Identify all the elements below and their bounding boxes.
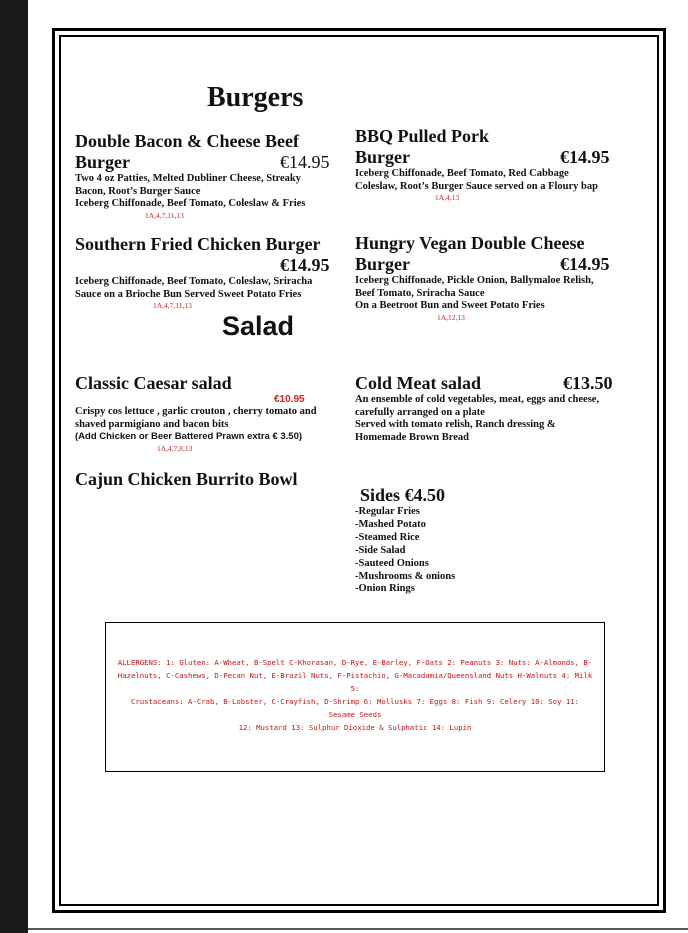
menu-item-bbq-pulled-pork [355, 126, 625, 202]
item-desc-line: carefully arranged on a plate [355, 406, 485, 418]
item-desc-line: Served with tomato relish, Ranch dressing & [355, 419, 556, 430]
salad-section-title: Salad [222, 311, 295, 341]
item-desc-line: Sauce on a Brioche Bun Served Sweet Potato Fries [75, 288, 302, 300]
left-edge-bar [0, 0, 28, 933]
allergen-key-line: ALLERGENS: 1: Gluten: A-Wheat, B-Spelt C-Khorasan, D-Rye, E-Barley, F-Oats 2: Peanuts 3: Nuts: A-Almonds, B- [117, 658, 593, 667]
side-item: -Steamed Rice [355, 531, 420, 543]
allergen-key-line: Hazelnuts, C-Cashews, D-Pecan Nut, E-Brazil Nuts, F-Pistachio, G-Macadamia/Queensland Nuts H-Walnuts 4: Milk 5: [117, 671, 593, 693]
item-name: Double Bacon & Cheese Beef [75, 131, 299, 151]
item-allergens: 1A,4,7,8,13 [157, 443, 193, 453]
item-name: Hungry Vegan Double Cheese [355, 233, 585, 253]
item-allergens: 1A,4,7,11,13 [145, 210, 184, 220]
item-name-cont: Burger [355, 147, 410, 167]
item-desc-line: shaved parmigiano and bacon bits [75, 418, 229, 430]
item-price: €10.95 [274, 394, 305, 405]
item-desc-line: Bacon, Root’s Burger Sauce [75, 185, 201, 197]
allergen-key-line: Crustaceans: A-Crab, B-Lobster, C-Crayfish, D-Shrimp 6: Mollusks 7: Eggs 8: Fish 9: Celery 10: Soy 11: Sesame Seeds [130, 697, 580, 719]
item-price: €14.95 [280, 255, 330, 275]
item-price: €14.95 [280, 152, 330, 172]
item-name: BBQ Pulled Pork [355, 126, 490, 146]
item-allergens: 1A,4,13 [435, 193, 460, 202]
item-desc-line: Two 4 oz Patties, Melted Dubliner Cheese, Streaky [75, 173, 302, 184]
item-price: €14.95 [560, 147, 610, 167]
side-item: -Sauteed Onions [355, 557, 429, 569]
menu-item-southern-fried-chicken-burger [75, 234, 335, 310]
menu-item-cajun-chicken-burrito-bowl: Cajun Chicken Burrito Bowl [75, 469, 298, 489]
menu-item-double-bacon-burger [75, 131, 335, 220]
side-item: -Mashed Potato [355, 518, 426, 530]
item-desc-line: Iceberg Chiffonade, Pickle Onion, Ballymaloe Relish, [355, 275, 594, 286]
item-name-row [355, 254, 625, 275]
side-item: -Onion Rings [355, 583, 415, 595]
item-desc-line: Iceberg Chiffonade, Beef Tomato, Coleslaw, Sriracha [75, 276, 313, 287]
sides-title: Sides €4.50 [360, 485, 446, 505]
side-item: -Mushrooms & onions [355, 570, 456, 582]
item-desc-line: On a Beetroot Bun and Sweet Potato Fries [355, 300, 545, 311]
item-desc-line: Beef Tomato, Sriracha Sauce [355, 287, 485, 299]
item-name-row [75, 255, 335, 276]
menu-item-classic-caesar-salad [75, 373, 345, 453]
item-extra: (Add Chicken or Beer Battered Prawn extra € 3.50) [75, 431, 303, 442]
item-desc-line: An ensemble of cold vegetables, meat, eggs and cheese, [355, 394, 600, 405]
allergen-key-text [116, 656, 594, 734]
burgers-section-title: Burgers [207, 82, 304, 113]
menu-item-cold-meat-salad [355, 373, 625, 444]
item-desc-line: Iceberg Chiffonade, Beef Tomato, Red Cabbage [355, 168, 569, 179]
item-allergens: 1A,4,7,11,13 [153, 301, 192, 310]
item-name: Classic Caesar salad [75, 373, 232, 393]
menu-item-hungry-vegan-burger [355, 233, 625, 322]
item-name: Southern Fried Chicken Burger [75, 234, 321, 254]
side-item: -Regular Fries [355, 506, 420, 517]
item-name-row [355, 147, 625, 168]
item-name-cont: Burger [75, 152, 130, 172]
item-desc-line: Homemade Brown Bread [355, 431, 469, 443]
allergen-key-line: 12: Mustard 13: Sulphur Dioxide & Sulphatic 14: Lupin [238, 723, 472, 732]
item-allergens: 1A,12,13 [437, 312, 465, 322]
item-desc-line: Crispy cos lettuce , garlic crouton , cherry tomato and [75, 406, 317, 417]
item-name-row [75, 152, 335, 173]
item-name-cont: Burger [355, 254, 410, 274]
item-name: Cold Meat salad [355, 373, 481, 393]
item-desc-line: Iceberg Chiffonade, Beef Tomato, Coleslaw & Fries [75, 198, 306, 209]
item-price: €13.50 [563, 373, 613, 393]
side-item: -Side Salad [355, 544, 406, 556]
sides-list [355, 506, 555, 596]
page-bottom-edge [28, 928, 688, 930]
sides-section [355, 485, 555, 596]
item-desc-line: Coleslaw, Root’s Burger Sauce served on a Floury bap [355, 180, 598, 192]
item-price: €14.95 [560, 254, 610, 274]
item-name-row [355, 373, 625, 394]
